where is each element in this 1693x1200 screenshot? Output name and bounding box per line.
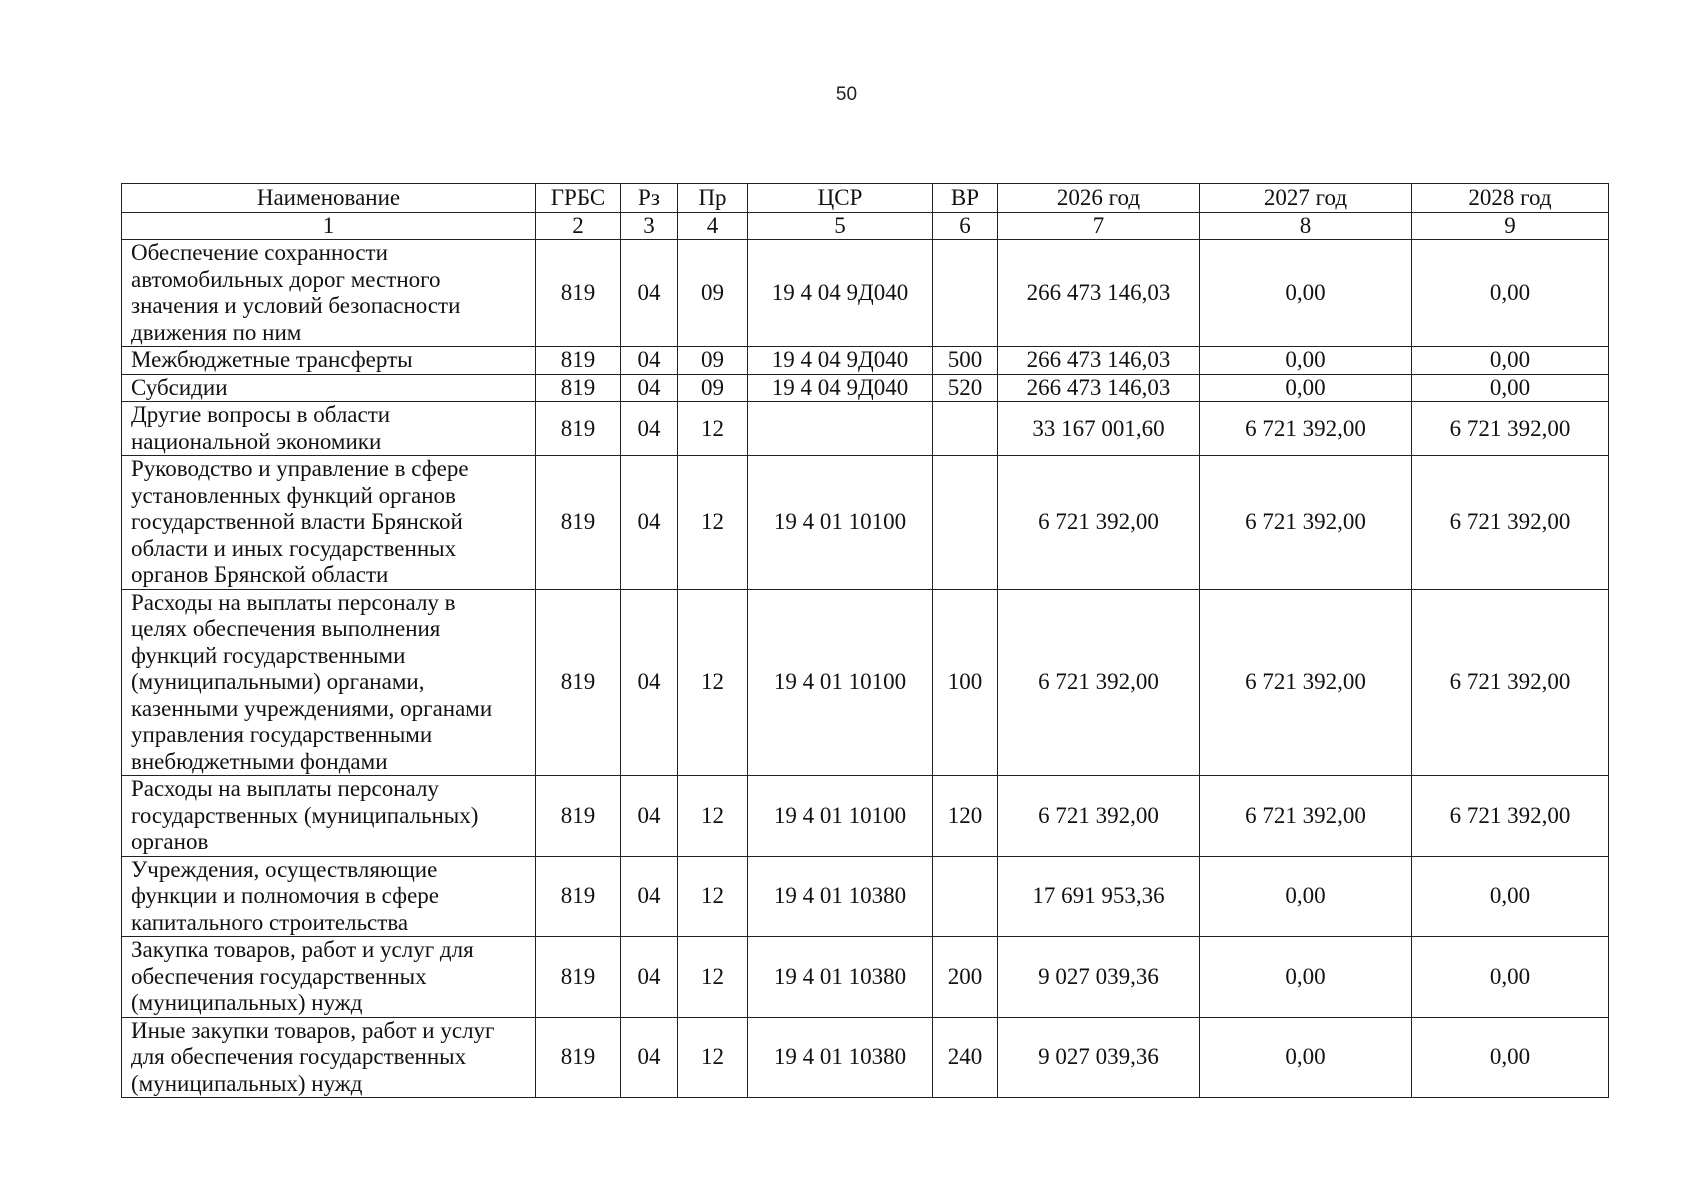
cell-pr: 09 bbox=[678, 374, 748, 402]
cell-name-line: для обеспечения государственных bbox=[131, 1044, 467, 1069]
cell-2028: 6 721 392,00 bbox=[1412, 776, 1609, 857]
cell-name-line: (муниципальными) органами, bbox=[131, 669, 425, 694]
cell-name-line: органов Брянской области bbox=[131, 562, 389, 587]
cell-grbs: 819 bbox=[536, 937, 621, 1018]
cell-2026: 17 691 953,36 bbox=[998, 856, 1200, 937]
cell-csr: 19 4 04 9Д040 bbox=[748, 374, 933, 402]
cell-rz: 04 bbox=[621, 1017, 678, 1098]
cell-name bbox=[122, 1017, 536, 1098]
column-index: 8 bbox=[1200, 213, 1412, 240]
cell-pr: 12 bbox=[678, 1017, 748, 1098]
cell-csr: 19 4 01 10380 bbox=[748, 937, 933, 1018]
cell-name-line: значения и условий безопасности bbox=[131, 293, 461, 318]
cell-2027: 0,00 bbox=[1200, 1017, 1412, 1098]
cell-name-line: обеспечения государственных bbox=[131, 963, 427, 989]
column-index: 5 bbox=[748, 213, 933, 240]
header-row bbox=[122, 184, 1609, 213]
cell-name-line: Руководство и управление в сфере bbox=[131, 456, 469, 481]
cell-name-line: целях обеспечения выполнения bbox=[131, 616, 441, 641]
table-body bbox=[122, 240, 1609, 1098]
cell-name-line: Межбюджетные трансферты bbox=[131, 347, 413, 372]
cell-name-line: Закупка товаров, работ и услуг для bbox=[131, 937, 474, 962]
cell-2027: 0,00 bbox=[1200, 937, 1412, 1018]
cell-pr: 12 bbox=[678, 456, 748, 590]
cell-pr: 12 bbox=[678, 776, 748, 857]
cell-name-line: государственных (муниципальных) bbox=[131, 802, 479, 828]
column-index: 9 bbox=[1412, 213, 1609, 240]
cell-name-line: Расходы на выплаты персоналу в bbox=[131, 589, 456, 615]
cell-2026: 266 473 146,03 bbox=[998, 374, 1200, 402]
cell-2027: 0,00 bbox=[1200, 374, 1412, 402]
cell-grbs: 819 bbox=[536, 456, 621, 590]
table-row bbox=[122, 402, 1609, 456]
cell-name-line: Расходы на выплаты персоналу bbox=[131, 776, 439, 801]
cell-2027: 6 721 392,00 bbox=[1200, 402, 1412, 456]
cell-name bbox=[122, 374, 536, 402]
cell-grbs: 819 bbox=[536, 347, 621, 375]
header-rz: Рз bbox=[621, 184, 678, 213]
cell-name-line: функций государственными bbox=[131, 642, 406, 668]
cell-2026: 6 721 392,00 bbox=[998, 776, 1200, 857]
cell-csr: 19 4 01 10380 bbox=[748, 1017, 933, 1098]
cell-2027: 6 721 392,00 bbox=[1200, 776, 1412, 857]
cell-rz: 04 bbox=[621, 347, 678, 375]
cell-csr: 19 4 04 9Д040 bbox=[748, 240, 933, 347]
cell-rz: 04 bbox=[621, 856, 678, 937]
cell-2028: 0,00 bbox=[1412, 240, 1609, 347]
cell-vr: 500 bbox=[933, 347, 998, 375]
cell-2028: 0,00 bbox=[1412, 374, 1609, 402]
cell-grbs: 819 bbox=[536, 1017, 621, 1098]
cell-2026: 6 721 392,00 bbox=[998, 589, 1200, 776]
cell-pr: 12 bbox=[678, 856, 748, 937]
table-row bbox=[122, 776, 1609, 857]
cell-name bbox=[122, 240, 536, 347]
cell-name-line: установленных функций органов bbox=[131, 482, 456, 508]
cell-name-line: (муниципальных) нужд bbox=[131, 990, 363, 1015]
cell-csr: 19 4 01 10380 bbox=[748, 856, 933, 937]
cell-name-line: области и иных государственных bbox=[131, 535, 457, 561]
table-row bbox=[122, 1017, 1609, 1098]
cell-rz: 04 bbox=[621, 374, 678, 402]
cell-vr bbox=[933, 456, 998, 590]
cell-csr: 19 4 04 9Д040 bbox=[748, 347, 933, 375]
cell-name-line: функции и полномочия в сфере bbox=[131, 883, 439, 908]
cell-name bbox=[122, 776, 536, 857]
budget-table bbox=[121, 183, 1609, 1098]
column-index-row bbox=[122, 213, 1609, 240]
cell-rz: 04 bbox=[621, 402, 678, 456]
column-index: 3 bbox=[621, 213, 678, 240]
cell-2028: 0,00 bbox=[1412, 937, 1609, 1018]
cell-2028: 0,00 bbox=[1412, 856, 1609, 937]
cell-name bbox=[122, 856, 536, 937]
cell-2027: 0,00 bbox=[1200, 856, 1412, 937]
header-2027: 2027 год bbox=[1200, 184, 1412, 213]
header-2028: 2028 год bbox=[1412, 184, 1609, 213]
cell-pr: 12 bbox=[678, 589, 748, 776]
cell-name-line: национальной экономики bbox=[131, 428, 382, 454]
cell-name bbox=[122, 937, 536, 1018]
header-csr: ЦСР bbox=[748, 184, 933, 213]
header-2026: 2026 год bbox=[998, 184, 1200, 213]
cell-rz: 04 bbox=[621, 240, 678, 347]
cell-name-line: Обеспечение сохранности bbox=[131, 240, 388, 265]
column-index: 4 bbox=[678, 213, 748, 240]
cell-2026: 266 473 146,03 bbox=[998, 347, 1200, 375]
cell-pr: 09 bbox=[678, 347, 748, 375]
cell-name-line: Учреждения, осуществляющие bbox=[131, 856, 438, 882]
cell-name-line: органов bbox=[131, 829, 209, 854]
cell-2027: 6 721 392,00 bbox=[1200, 456, 1412, 590]
cell-grbs: 819 bbox=[536, 402, 621, 456]
cell-pr: 09 bbox=[678, 240, 748, 347]
cell-vr bbox=[933, 856, 998, 937]
cell-grbs: 819 bbox=[536, 776, 621, 857]
column-index: 1 bbox=[122, 213, 536, 240]
cell-2028: 0,00 bbox=[1412, 347, 1609, 375]
header-pr: Пр bbox=[678, 184, 748, 213]
header-grbs: ГРБС bbox=[536, 184, 621, 213]
cell-name bbox=[122, 402, 536, 456]
cell-name-line: государственной власти Брянской bbox=[131, 509, 463, 534]
cell-2026: 9 027 039,36 bbox=[998, 937, 1200, 1018]
cell-grbs: 819 bbox=[536, 240, 621, 347]
table-row bbox=[122, 456, 1609, 590]
cell-2028: 6 721 392,00 bbox=[1412, 402, 1609, 456]
cell-2027: 6 721 392,00 bbox=[1200, 589, 1412, 776]
table-row bbox=[122, 937, 1609, 1018]
column-index: 2 bbox=[536, 213, 621, 240]
cell-grbs: 819 bbox=[536, 589, 621, 776]
cell-pr: 12 bbox=[678, 937, 748, 1018]
cell-vr bbox=[933, 240, 998, 347]
cell-name-line: движения по ним bbox=[131, 319, 302, 345]
table-row bbox=[122, 240, 1609, 347]
cell-2028: 6 721 392,00 bbox=[1412, 589, 1609, 776]
table-row bbox=[122, 589, 1609, 776]
cell-2026: 266 473 146,03 bbox=[998, 240, 1200, 347]
cell-pr: 12 bbox=[678, 402, 748, 456]
cell-2026: 9 027 039,36 bbox=[998, 1017, 1200, 1098]
cell-2028: 0,00 bbox=[1412, 1017, 1609, 1098]
cell-vr: 200 bbox=[933, 937, 998, 1018]
cell-2026: 6 721 392,00 bbox=[998, 456, 1200, 590]
cell-2028: 6 721 392,00 bbox=[1412, 456, 1609, 590]
table-row bbox=[122, 856, 1609, 937]
cell-name-line: автомобильных дорог местного bbox=[131, 266, 441, 292]
cell-name-line: Субсидии bbox=[131, 374, 228, 400]
cell-name-line: Другие вопросы в области bbox=[131, 402, 391, 427]
cell-2027: 0,00 bbox=[1200, 347, 1412, 375]
table-row bbox=[122, 347, 1609, 375]
column-index: 7 bbox=[998, 213, 1200, 240]
cell-name bbox=[122, 456, 536, 590]
cell-name-line: капитального строительства bbox=[131, 909, 409, 935]
column-index: 6 bbox=[933, 213, 998, 240]
cell-vr: 240 bbox=[933, 1017, 998, 1098]
cell-2026: 33 167 001,60 bbox=[998, 402, 1200, 456]
cell-name-line: казенными учреждениями, органами bbox=[131, 695, 493, 721]
cell-csr bbox=[748, 402, 933, 456]
cell-grbs: 819 bbox=[536, 856, 621, 937]
cell-vr bbox=[933, 402, 998, 456]
cell-2027: 0,00 bbox=[1200, 240, 1412, 347]
cell-vr: 100 bbox=[933, 589, 998, 776]
cell-rz: 04 bbox=[621, 456, 678, 590]
cell-name bbox=[122, 589, 536, 776]
header-name: Наименование bbox=[122, 184, 536, 213]
cell-csr: 19 4 01 10100 bbox=[748, 589, 933, 776]
page-number: 50 bbox=[835, 84, 858, 105]
cell-rz: 04 bbox=[621, 937, 678, 1018]
cell-rz: 04 bbox=[621, 776, 678, 857]
cell-vr: 520 bbox=[933, 374, 998, 402]
cell-csr: 19 4 01 10100 bbox=[748, 456, 933, 590]
cell-name-line: (муниципальных) нужд bbox=[131, 1070, 363, 1096]
cell-name bbox=[122, 347, 536, 375]
table-row bbox=[122, 374, 1609, 402]
cell-name-line: Иные закупки товаров, работ и услуг bbox=[131, 1017, 495, 1043]
cell-name-line: внебюджетными фондами bbox=[131, 748, 388, 774]
cell-vr: 120 bbox=[933, 776, 998, 857]
cell-rz: 04 bbox=[621, 589, 678, 776]
cell-grbs: 819 bbox=[536, 374, 621, 402]
cell-name-line: управления государственными bbox=[131, 722, 433, 747]
cell-csr: 19 4 01 10100 bbox=[748, 776, 933, 857]
header-vr: ВР bbox=[933, 184, 998, 213]
